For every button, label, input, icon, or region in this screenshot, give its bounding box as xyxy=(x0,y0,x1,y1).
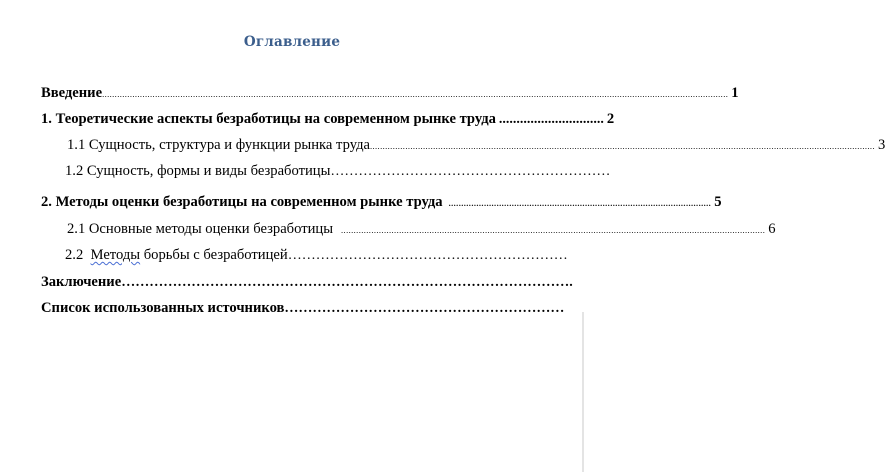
toc-heading: Оглавление xyxy=(243,34,341,50)
toc-entry-label: 1. Теоретические аспекты безработицы на современном рынке труда xyxy=(41,111,496,127)
toc-entry-label: 1.1 Сущность, структура и функции рынка труда xyxy=(67,137,370,153)
toc-entry-section-1-1[interactable] xyxy=(67,136,885,154)
toc-entry-label-suffix: борьбы с безработицей xyxy=(140,247,288,263)
toc-entry-page: 3 xyxy=(877,137,885,153)
toc-entry-page: 2 xyxy=(606,111,615,127)
scrollbar-edge[interactable] xyxy=(582,312,584,472)
toc-entry-chapter-1[interactable] xyxy=(41,110,615,128)
toc-entry-chapter-2[interactable] xyxy=(41,193,722,211)
spellcheck-marked-word[interactable]: Методы xyxy=(90,247,141,263)
dot-leader: …………………………………………………… xyxy=(284,301,565,316)
toc-entry-label: 2. Методы оценки безработицы на современном рынке труда xyxy=(41,194,443,210)
dot-leader: ........................................................................................................................................................................................................................................................ xyxy=(102,89,729,99)
dot-leader: ........................................................................................................ xyxy=(448,198,712,208)
toc-entry-label xyxy=(65,246,288,264)
toc-entry-page: 6 xyxy=(768,221,776,237)
toc-entry-label: Заключение xyxy=(41,274,122,290)
toc-entry-references[interactable] xyxy=(41,299,565,317)
toc-entry-section-1-2[interactable] xyxy=(65,162,611,180)
toc-entry-label-prefix: 2.2 xyxy=(65,247,91,263)
toc-entry-conclusion[interactable] xyxy=(41,273,573,291)
dot-leader: ……………………………………………………………………………………. xyxy=(121,275,573,290)
dot-leader: ........................................................................................................................................................................................................ xyxy=(369,141,875,151)
toc-entry-introduction[interactable] xyxy=(41,84,739,102)
dot-leader: …………………………………………………… xyxy=(287,248,568,263)
toc-entry-label: Список использованных источников xyxy=(41,300,285,316)
toc-entry-section-2-1[interactable] xyxy=(67,220,776,238)
toc-entry-label: 1.2 Сущность, формы и виды безработицы xyxy=(65,163,331,179)
toc-entry-label: Введение xyxy=(41,85,103,101)
toc-entry-page: 5 xyxy=(714,194,722,210)
dot-leader: …………………………………………………… xyxy=(330,164,611,179)
toc-entry-label: 2.1 Основные методы оценки безработицы xyxy=(67,221,334,237)
dot-leader: .............................. xyxy=(498,112,604,127)
toc-entry-section-2-2[interactable] xyxy=(65,246,568,264)
dot-leader: ........................................................................................................................................................................ xyxy=(341,225,766,235)
toc-entry-page: 1 xyxy=(731,85,739,101)
